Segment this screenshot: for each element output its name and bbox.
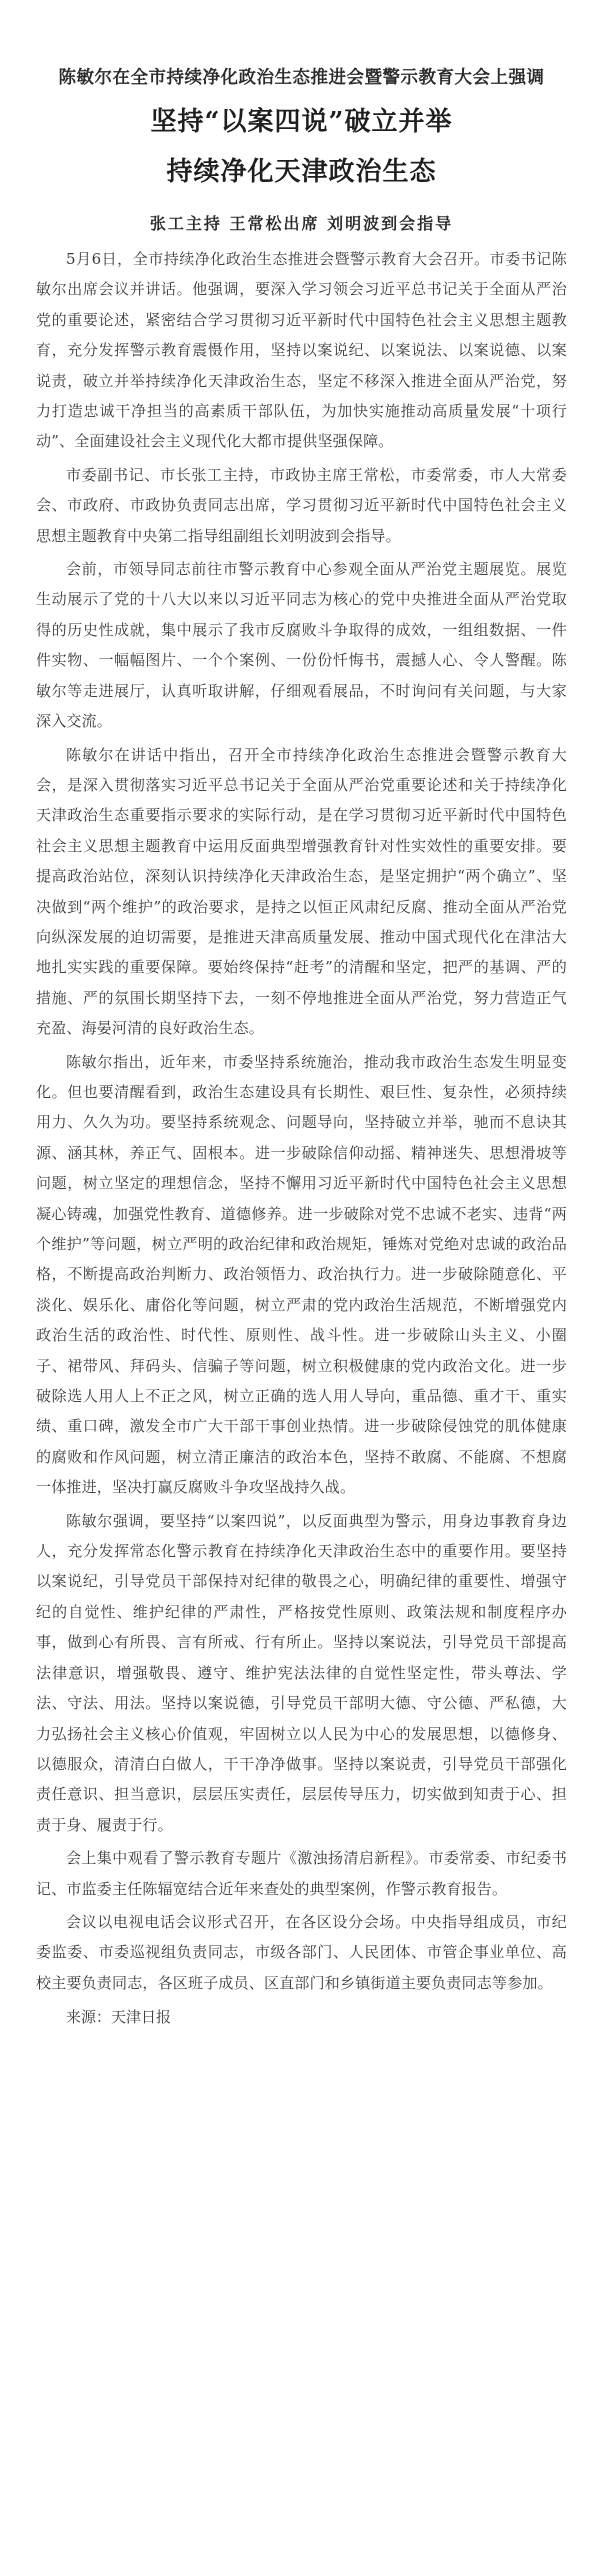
body-paragraph-8: 会议以电视电话会议形式召开，在各区设分会场。中央指导组成员，市纪委监委、市委巡视组负责同志，市级各部门、人民团体、市管企事业单位、高校主要负责同志，各区班子成员、区直部门和乡镇街道主要负责同志等参加。 [36, 1912, 567, 1992]
article-body [36, 244, 567, 1998]
article-byline: 张工主持 王常松出席 刘明波到会指导 [149, 214, 454, 233]
body-paragraph-5: 陈敏尔指出，近年来，市委坚持系统施治，推动我市政治生态发生明显变化。但也要清醒看到，政治生态建设具有长期性、艰巨性、复杂性，必须持续用力、久久为功。要坚持系统观念、问题导向，坚持破立并举，驰而不息诀其源、涵其林，养正气、固根本。进一步破除信仰动摇、精神迷失、思想滑坡等问题，树立坚定的理想信念，坚持不懈用习近平新时代中国特色社会主义思想凝心铸魂，加强党性教育、道德修养。进一步破除对党不忠诚不老实、违背“两个维护”等问题，树立严明的政治纪律和政治规矩，锤炼对党绝对忠诚的政治品格，不断提高政治判断力、政治领悟力、政治执行力。进一步破除随意化、平淡化、娱乐化、庸俗化等问题，树立严肃的党内政治生活规范，不断增强党内政治生活的政治性、时代性、原则性、战斗性。进一步破除山头主义、小圈子、裙带风、拜码头、信骗子等问题，树立积极健康的党内政治文化。进一步破除选人用人上不正之风，树立正确的选人用人导向，重品德、重才干、重实绩、重口碑，激发全市广大干部干事创业热情。进一步破除侵蚀党的肌体健康的腐败和作风问题，树立清正廉洁的政治本色，坚持不敢腐、不能腐、不想腐一体推进，坚决打赢反腐败斗争攻坚战持久战。 [36, 1052, 567, 1497]
article-title-line-1: 坚持“以案四说”破立并举 [150, 107, 453, 137]
body-paragraph-4: 陈敏尔在讲话中指出，召开全市持续净化政治生态推进会暨警示教育大会，是深入贯彻落实习近平总书记关于全面从严治党重要论述和关于持续净化天津政治生态重要指示要求的实际行动，是在学习贯彻习近平新时代中国特色社会主义思想主题教育中运用反面典型增强教育针对性实效性的重要安排。要提高政治站位，深刻认识持续净化天津政治生态，是坚定拥护“两个确立”、坚决做到“两个维护”的政治要求，是持之以恒正风肃纪反腐、推动全面从严治党向纵深发展的迫切需要，是推进天津高质量发展、推动中国式现代化在津沽大地扎实实践的重要保障。要始终保持“赶考”的清醒和坚定，把严的基调、严的措施、严的氛围长期坚持下去，一刻不停地推进全面从严治党，努力营造正气充盈、海晏河清的良好政治生态。 [36, 745, 567, 1038]
article-title-line-2: 持续净化天津政治生态 [166, 157, 437, 187]
body-paragraph-7: 会上集中观看了警示教育专题片《激浊扬清启新程》。市委常委、市纪委书记、市监委主任陈辐宽结合近年来查处的典型案例，作警示教育报告。 [36, 1849, 567, 1898]
body-paragraph-6: 陈敏尔强调，要坚持“以案四说”，以反面典型为警示，用身边事教育身边人，充分发挥常态化警示教育在持续净化天津政治生态中的重要作用。要坚持以案说纪，引导党员干部保持对纪律的敬畏之心，明确纪律的重要性、增强守纪的自觉性、维护纪律的严肃性，严格按党性原则、政策法规和制度程序办事，做到心有所畏、言有所戒、行有所止。坚持以案说法，引导党员干部提高法律意识，增强敬畏、遵守、维护宪法法律的自觉性坚定性，带头尊法、学法、守法、用法。坚持以案说德，引导党员干部明大德、守公德、严私德，大力弘扬社会主义核心价值观，牢固树立以人民为中心的发展思想，以德修身、以德服众，清清白白做人，干干净净做事。坚持以案说责，引导党员干部强化责任意识、担当意识，层层压实责任，层层传导压力，切实做到知责于心、担责于身、履责于行。 [36, 1511, 567, 1834]
body-paragraph-1: 5月6日，全市持续净化政治生态推进会暨警示教育大会召开。市委书记陈敏尔出席会议并讲话。他强调，要深入学习领会习近平总书记关于全面从严治党的重要论述，紧密结合学习贯彻习近平新时代中国特色社会主义思想主题教育，充分发挥警示教育震慑作用，坚持以案说纪、以案说法、以案说德、以案说责，破立并举持续净化天津政治生态，坚定不移深入推进全面从严治党，努力打造忠诚干净担当的高素质干部队伍，为加快实施推动高质量发展“十项行动”、全面建设社会主义现代化大都市提供坚强保障。 [36, 250, 567, 451]
article-kicker: 陈敏尔在全市持续净化政治生态推进会暨警示教育大会上强调 [58, 68, 545, 88]
body-paragraph-2: 市委副书记、市长张工主持，市政协主席王常松，市委常委，市人大常委会、市政府、市政协负责同志出席，学习贯彻习近平新时代中国特色社会主义思想主题教育中央第二指导组副组长刘明波到会指导。 [36, 465, 567, 545]
article-source: 来源：天津日报 [66, 2008, 172, 2027]
body-paragraph-3: 会前，市领导同志前往市警示教育中心参观全面从严治党主题展览。展览生动展示了党的十八大以来以习近平同志为核心的党中央推进全面从严治党取得的历史性成就，集中展示了我市反腐败斗争取得的成效，一组组数据、一件件实物、一幅幅图片、一个个案例、一份份忏悔书，震撼人心、令人警醒。陈敏尔等走进展厅，认真听取讲解，仔细观看展品，不时询问有关问题，与大家深入交流。 [36, 560, 567, 731]
